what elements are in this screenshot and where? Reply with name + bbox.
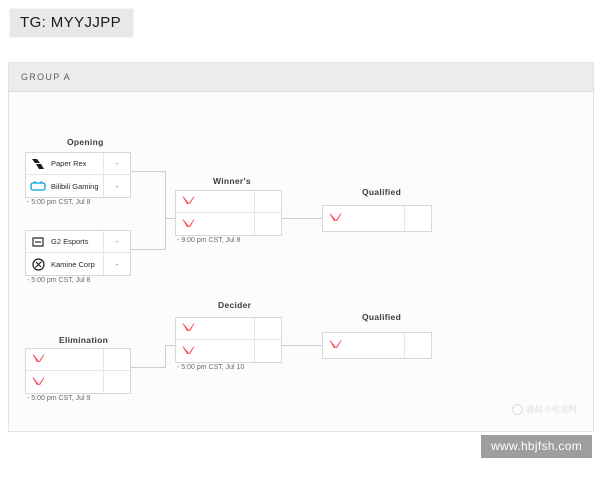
- round-title-opening: Opening: [67, 137, 104, 147]
- site-watermark: www.hbjfsh.com: [481, 435, 592, 458]
- connector-elim-v: [165, 345, 166, 368]
- match-winners-1[interactable]: [175, 190, 282, 236]
- valorant-placeholder-logo: [176, 340, 200, 362]
- weibo-handle: @晨小电竞阿: [525, 404, 577, 414]
- g2-esports-logo: [26, 231, 50, 253]
- match-row[interactable]: [26, 253, 130, 275]
- weibo-watermark: [512, 403, 577, 415]
- match-elimination-1[interactable]: [25, 348, 131, 394]
- team-score: -: [103, 153, 130, 174]
- connector-winners-out: [282, 218, 322, 219]
- match-time-opening-2: - 5:00 pm CST, Jul 8: [27, 277, 91, 284]
- weibo-icon: [512, 404, 523, 415]
- bilibili-gaming-logo: [26, 175, 50, 197]
- match-row[interactable]: [323, 206, 431, 231]
- match-row[interactable]: [26, 153, 130, 175]
- telegram-watermark-tag: TG: MYYJJPP: [10, 9, 133, 37]
- match-qualified-bottom[interactable]: [322, 332, 432, 359]
- team-score: [404, 206, 431, 231]
- match-time-elimination-1: - 5:00 pm CST, Jul 9: [27, 395, 91, 402]
- valorant-placeholder-logo: [176, 191, 200, 213]
- team-score: [404, 333, 431, 358]
- match-qualified-top[interactable]: [322, 205, 432, 232]
- round-title-decider: Decider: [218, 300, 252, 310]
- bracket-body: [9, 92, 593, 431]
- group-label: GROUP A: [21, 72, 71, 82]
- team-score: [254, 191, 281, 212]
- valorant-placeholder-logo: [323, 335, 347, 357]
- match-time-winners-1: - 9:00 pm CST, Jul 8: [177, 237, 241, 244]
- team-score: [254, 318, 281, 339]
- team-score: [254, 213, 281, 235]
- team-score: -: [103, 231, 130, 252]
- match-row[interactable]: [26, 231, 130, 253]
- connector-elim-h: [131, 367, 165, 368]
- match-time-opening-1: - 5:00 pm CST, Jul 8: [27, 199, 91, 206]
- kamine-corp-logo: [26, 253, 50, 275]
- valorant-placeholder-logo: [26, 349, 50, 371]
- group-a-bracket-panel: [8, 62, 594, 432]
- team-name: Bilibili Gaming: [51, 181, 99, 191]
- match-row[interactable]: [323, 333, 431, 358]
- round-title-qualified-bottom: Qualified: [362, 312, 402, 322]
- connector-decider-out: [282, 345, 322, 346]
- match-opening-1[interactable]: [25, 152, 131, 198]
- valorant-placeholder-logo: [323, 208, 347, 230]
- connector-opening1-h: [131, 171, 165, 172]
- team-name: Paper Rex: [51, 159, 87, 168]
- connector-decider-in: [165, 345, 175, 346]
- match-decider-1[interactable]: [175, 317, 282, 363]
- group-header: [9, 63, 593, 92]
- match-row[interactable]: [26, 175, 130, 197]
- round-title-winners: Winner's: [213, 176, 251, 186]
- team-score: [103, 371, 130, 393]
- match-opening-2[interactable]: [25, 230, 131, 276]
- match-row[interactable]: [176, 213, 281, 235]
- round-title-elimination: Elimination: [59, 335, 109, 345]
- match-row[interactable]: [176, 191, 281, 213]
- team-score: -: [103, 253, 130, 275]
- team-score: [103, 349, 130, 370]
- connector-opening2-h: [131, 249, 165, 250]
- valorant-placeholder-logo: [176, 213, 200, 235]
- valorant-placeholder-logo: [26, 371, 50, 393]
- team-name: Kamine Corp: [51, 259, 95, 269]
- connector-winners-in: [165, 218, 175, 219]
- team-name: G2 Esports: [51, 237, 89, 246]
- match-row[interactable]: [26, 371, 130, 393]
- round-title-qualified-top: Qualified: [362, 187, 402, 197]
- valorant-placeholder-logo: [176, 318, 200, 340]
- connector-opening2-v: [165, 218, 166, 250]
- paper-rex-logo: [26, 153, 50, 175]
- team-score: -: [103, 175, 130, 197]
- match-row[interactable]: [176, 340, 281, 362]
- team-score: [254, 340, 281, 362]
- match-row[interactable]: [26, 349, 130, 371]
- connector-opening1-v: [165, 171, 166, 218]
- match-time-decider-1: - 5:00 pm CST, Jul 10: [177, 364, 245, 371]
- match-row[interactable]: [176, 318, 281, 340]
